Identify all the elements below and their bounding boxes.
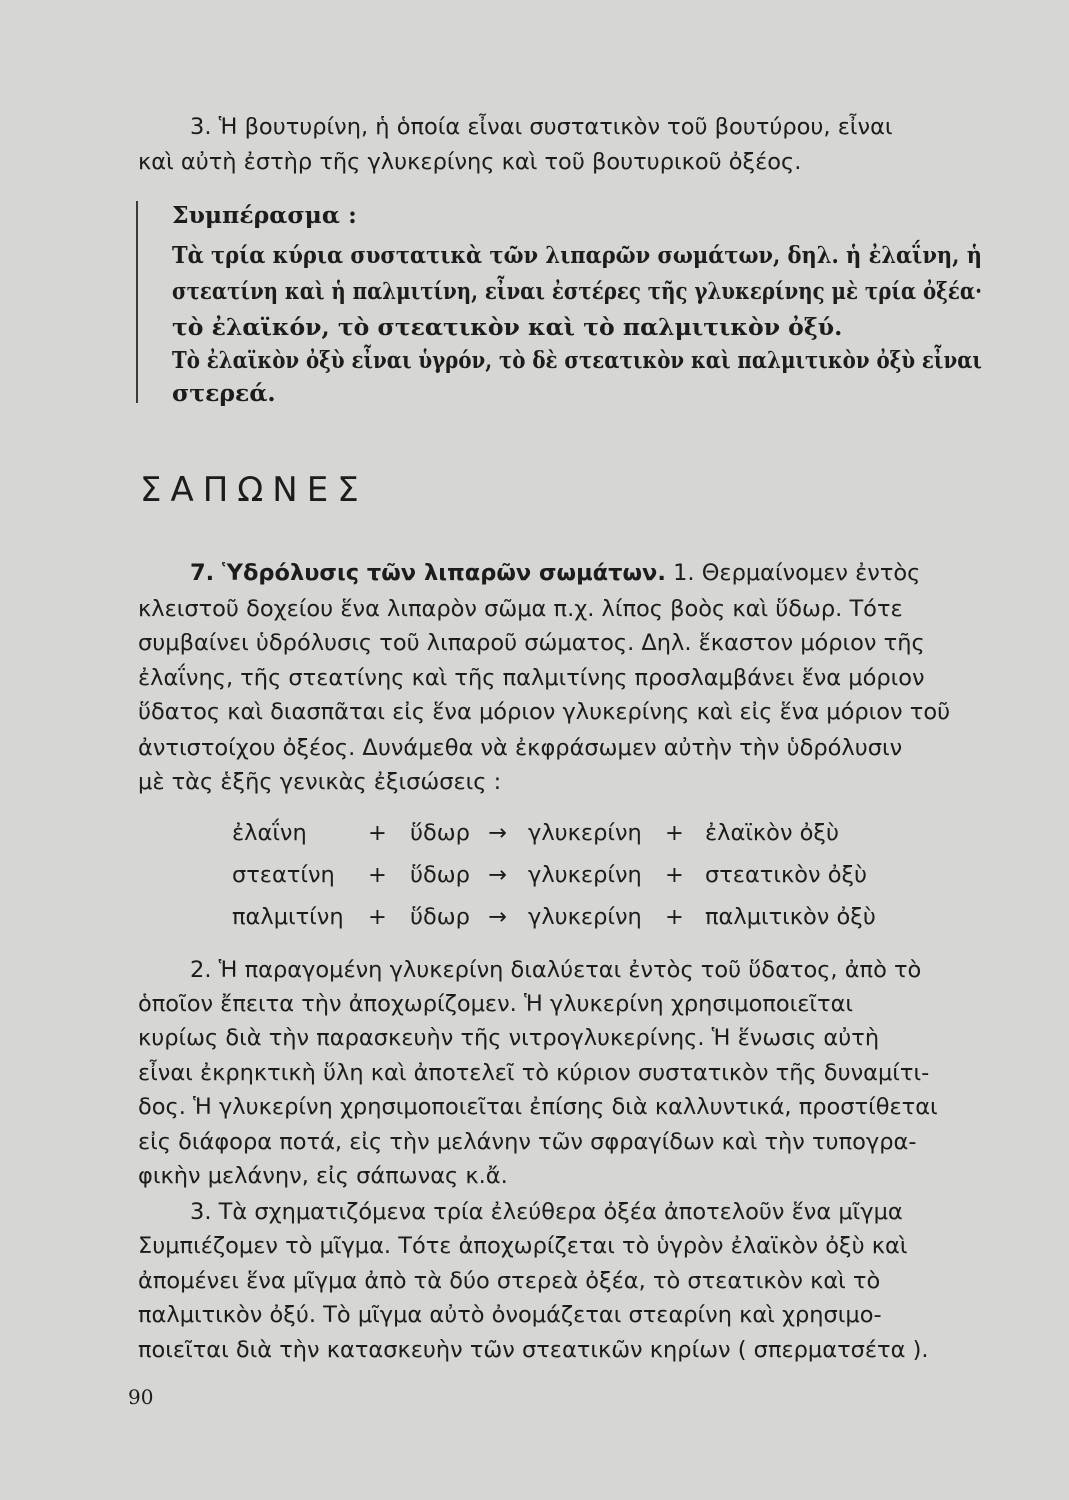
paragraph-line: ποιεῖται διὰ τὴν κατασκευὴν τῶν στεατικῶν κηρίων ( σπερματσέτα ). (138, 1337, 929, 1363)
paragraph-line: 2. Ἡ παραγομένη γλυκερίνη διαλύεται ἐντὸς τοῦ ὕδατος, ἀπὸ τὸ (190, 957, 922, 983)
equation-product: γλυκερίνη (528, 862, 642, 888)
equation-reactant: ἐλαΐνη (232, 820, 307, 846)
equation-reactant: παλμιτίνη (232, 904, 344, 930)
equation-product: γλυκερίνη (528, 904, 642, 930)
paragraph-text: 1. Θερμαίνομεν ἐντὸς (665, 560, 921, 586)
paragraph-line: 3. Ἡ βουτυρίνη, ἡ ὁποία εἶναι συστατικὸν τοῦ βουτύρου, εἶναι (190, 114, 893, 140)
paragraph-line: ὁποῖον ἔπειτα τὴν ἀποχωρίζομεν. Ἡ γλυκερίνη χρησιμοποιεῖται (138, 991, 854, 1017)
paragraph-line: καὶ αὐτὴ ἐστὴρ τῆς γλυκερίνης καὶ τοῦ βουτυρικοῦ ὀξέος. (138, 149, 802, 175)
paragraph-line: κλειστοῦ δοχείου ἕνα λιπαρὸν σῶμα π.χ. λίπος βοὸς καὶ ὕδωρ. Τότε (138, 596, 903, 622)
equation-plus: + (665, 862, 684, 888)
summary-line: στερεά. (172, 379, 276, 407)
arrow-icon: → (488, 904, 507, 930)
paragraph-line: μὲ τὰς ἑξῆς γενικὰς ἐξισώσεις : (138, 769, 502, 795)
summary-line: Τὸ ἐλαϊκὸν ὀξὺ εἶναι ὑγρόν, τὸ δὲ στεατικὸν καὶ παλμιτικὸν ὀξὺ εἶναι (172, 346, 982, 374)
paragraph-line (190, 558, 920, 588)
paragraph-line: δος. Ἡ γλυκερίνη χρησιμοποιεῖται ἐπίσης διὰ καλλυντικά, προστίθεται (138, 1094, 938, 1120)
paragraph-heading: 7. Ὑδρόλυσις τῶν λιπαρῶν σωμάτων. (190, 560, 666, 586)
equation-plus: + (665, 820, 684, 846)
paragraph-line: ἀντιστοίχου ὀξέος. Δυνάμεθα νὰ ἐκφράσωμεν αὐτὴν τὴν ὑδρόλυσιν (138, 735, 903, 761)
summary-line: στεατίνη καὶ ἡ παλμιτίνη, εἶναι ἐστέρες τῆς γλυκερίνης μὲ τρία ὀξέα· (172, 277, 982, 305)
equation-reactant: στεατίνη (232, 862, 335, 888)
summary-line: Τὰ τρία κύρια συστατικὰ τῶν λιπαρῶν σωμάτων, δηλ. ἡ ἐλαΐνη, ἡ (172, 241, 982, 269)
equation-plus: + (368, 862, 387, 888)
equation-acid: ἐλαϊκὸν ὀξὺ (705, 820, 840, 846)
paragraph-line: ἀπομένει ἕνα μῖγμα ἀπὸ τὰ δύο στερεὰ ὀξέα, τὸ στεατικὸν καὶ τὸ (138, 1268, 881, 1294)
equation-plus: + (665, 904, 684, 930)
paragraph-line: φικὴν μελάνην, εἰς σάπωνας κ.ἄ. (138, 1163, 508, 1189)
page-number: 90 (128, 1385, 154, 1409)
equation-plus: + (368, 820, 387, 846)
equation-water: ὕδωρ (410, 820, 470, 846)
paragraph-line: ἐλαΐνης, τῆς στεατίνης καὶ τῆς παλμιτίνης προσλαμβάνει ἕνα μόριον (138, 665, 925, 691)
paragraph-line: 3. Τὰ σχηματιζόμενα τρία ἐλεύθερα ὀξέα ἀποτελοῦν ἕνα μῖγμα (190, 1199, 903, 1225)
summary-line: τὸ ἐλαϊκόν, τὸ στεατικὸν καὶ τὸ παλμιτικὸν ὀξύ. (172, 313, 843, 341)
equation-water: ὕδωρ (410, 862, 470, 888)
paragraph-line: παλμιτικὸν ὀξύ. Τὸ μῖγμα αὐτὸ ὀνομάζεται στεαρίνη καὶ χρησιμο- (138, 1302, 882, 1328)
equation-acid: παλμιτικὸν ὀξὺ (705, 904, 876, 930)
arrow-icon: → (488, 820, 507, 846)
equation-acid: στεατικὸν ὀξὺ (705, 862, 868, 888)
arrow-icon: → (488, 862, 507, 888)
summary-title: Συμπέρασμα : (172, 201, 357, 229)
equation-product: γλυκερίνη (528, 820, 642, 846)
paragraph-line: ὕδατος καὶ διασπᾶται εἰς ἕνα μόριον γλυκερίνης καὶ εἰς ἕνα μόριον τοῦ (138, 699, 951, 725)
equation-plus: + (368, 904, 387, 930)
paragraph-line: συμβαίνει ὑδρόλυσις τοῦ λιπαροῦ σώματος. Δηλ. ἕκαστον μόριον τῆς (138, 630, 925, 656)
paragraph-line: εἶναι ἐκρηκτικὴ ὕλη καὶ ἀποτελεῖ τὸ κύριον συστατικὸν τῆς δυναμίτι- (138, 1060, 930, 1086)
paragraph-line: Συμπιέζομεν τὸ μῖγμα. Τότε ἀποχωρίζεται τὸ ὑγρὸν ἐλαϊκὸν ὀξὺ καὶ (138, 1233, 908, 1259)
equation-water: ὕδωρ (410, 904, 470, 930)
paragraph-line: κυρίως διὰ τὴν παρασκευὴν τῆς νιτρογλυκερίνης. Ἡ ἕνωσις αὐτὴ (138, 1025, 880, 1051)
paragraph-line: εἰς διάφορα ποτά, εἰς τὴν μελάνην τῶν σφραγίδων καὶ τὴν τυπογρα- (138, 1129, 917, 1155)
summary-rule (136, 201, 138, 403)
section-title: ΣΑΠΩΝΕΣ (140, 470, 368, 510)
